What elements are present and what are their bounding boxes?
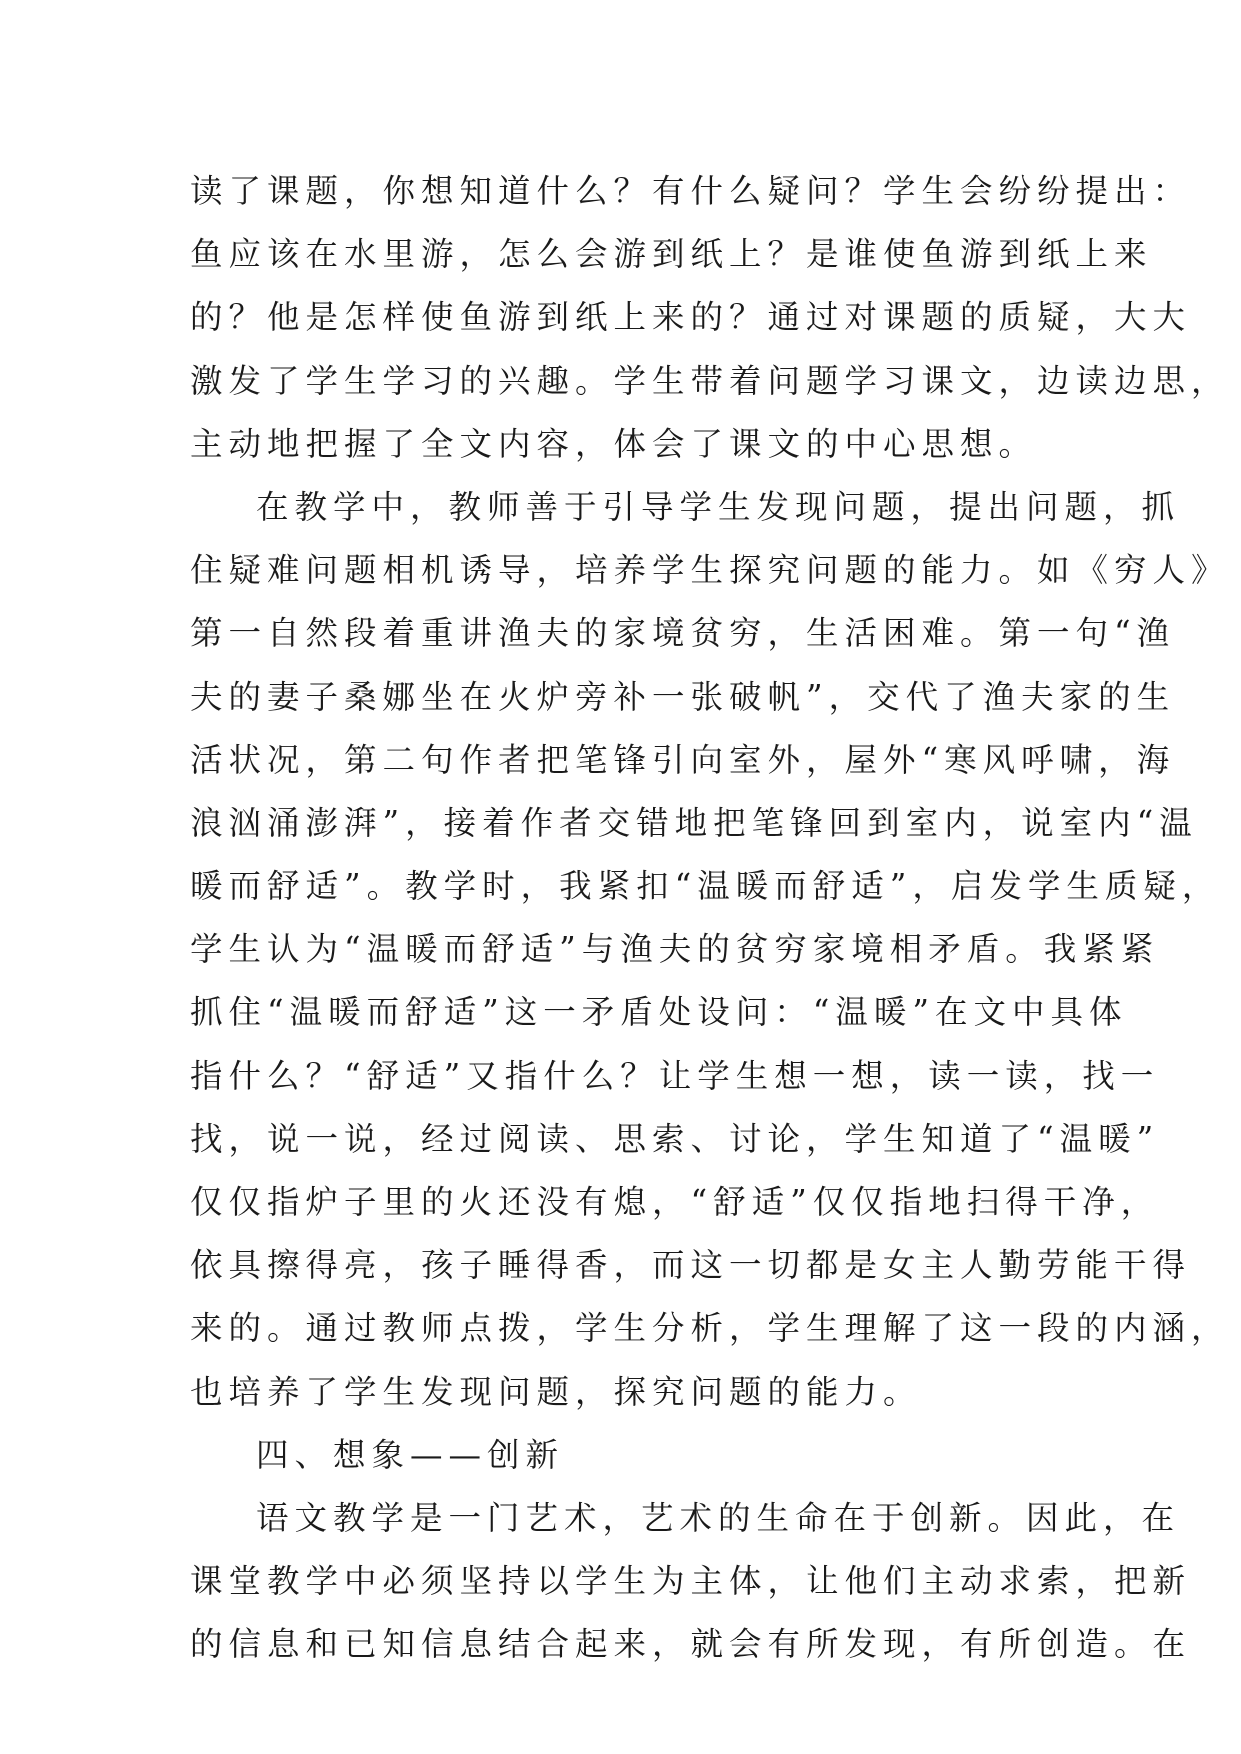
text-line: 活状况，第二句作者把笔锋引向室外，屋外“寒风呼啸，海 — [190, 740, 1176, 779]
section-heading: 四、想象——创新 — [256, 1435, 565, 1474]
text-line: 住疑难问题相机诱导，培养学生探究问题的能力。如《穷人》 — [190, 551, 1230, 590]
text-line: 指什么？“舒适”又指什么？让学生想一想，读一读，找一 — [190, 1056, 1160, 1095]
text-line: 抓住“温暖而舒适”这一矛盾处设问：“温暖”在文中具体 — [190, 993, 1128, 1032]
text-line: 暖而舒适”。教学时，我紧扣“温暖而舒适”，启发学生质疑， — [190, 867, 1221, 906]
text-line: 浪汹涌澎湃”，接着作者交错地把笔锋回到室内，说室内“温 — [190, 803, 1198, 842]
text-line: 仅仅指炉子里的火还没有熄，“舒适”仅仅指地扫得干净， — [190, 1183, 1160, 1221]
text-line: 学生认为“温暖而舒适”与渔夫的贫穷家境相矛盾。我紧紧 — [190, 930, 1160, 969]
text-line: 鱼应该在水里游，怎么会游到纸上？是谁使鱼游到纸上来 — [190, 235, 1153, 274]
text-line: 激发了学生学习的兴趣。学生带着问题学习课文，边读边思， — [190, 361, 1230, 400]
body-text — [190, 160, 1230, 1677]
text-line: 第一自然段着重讲渔夫的家境贫穷，生活困难。第一句“渔 — [190, 614, 1176, 653]
text-line: 的？他是怎样使鱼游到纸上来的？通过对课题的质疑，大大 — [190, 298, 1192, 337]
text-line: 也培养了学生发现问题，探究问题的能力。 — [190, 1372, 922, 1411]
text-line: 夫的妻子桑娜坐在火炉旁补一张破帆”，交代了渔夫家的生 — [190, 677, 1176, 716]
text-line: 依具擦得亮，孩子睡得香，而这一切都是女主人勤劳能干得 — [190, 1246, 1192, 1285]
text-line: 的信息和已知信息结合起来，就会有所发现，有所创造。在 — [190, 1625, 1192, 1664]
text-line: 来的。通过教师点拨，学生分析，学生理解了这一段的内涵， — [190, 1309, 1230, 1348]
text-line: 读了课题，你想知道什么？有什么疑问？学生会纷纷提出： — [190, 172, 1192, 210]
text-line: 主动地把握了全文内容，体会了课文的中心思想。 — [190, 424, 1038, 463]
text-line: 找，说一说，经过阅读、思索、讨论，学生知道了“温暖” — [190, 1119, 1160, 1158]
text-line: 语文教学是一门艺术，艺术的生命在于创新。因此，在 — [256, 1498, 1181, 1537]
text-line: 课堂教学中必须坚持以学生为主体，让他们主动求索，把新 — [190, 1562, 1192, 1601]
text-line: 在教学中，教师善于引导学生发现问题，提出问题，抓 — [256, 487, 1181, 526]
